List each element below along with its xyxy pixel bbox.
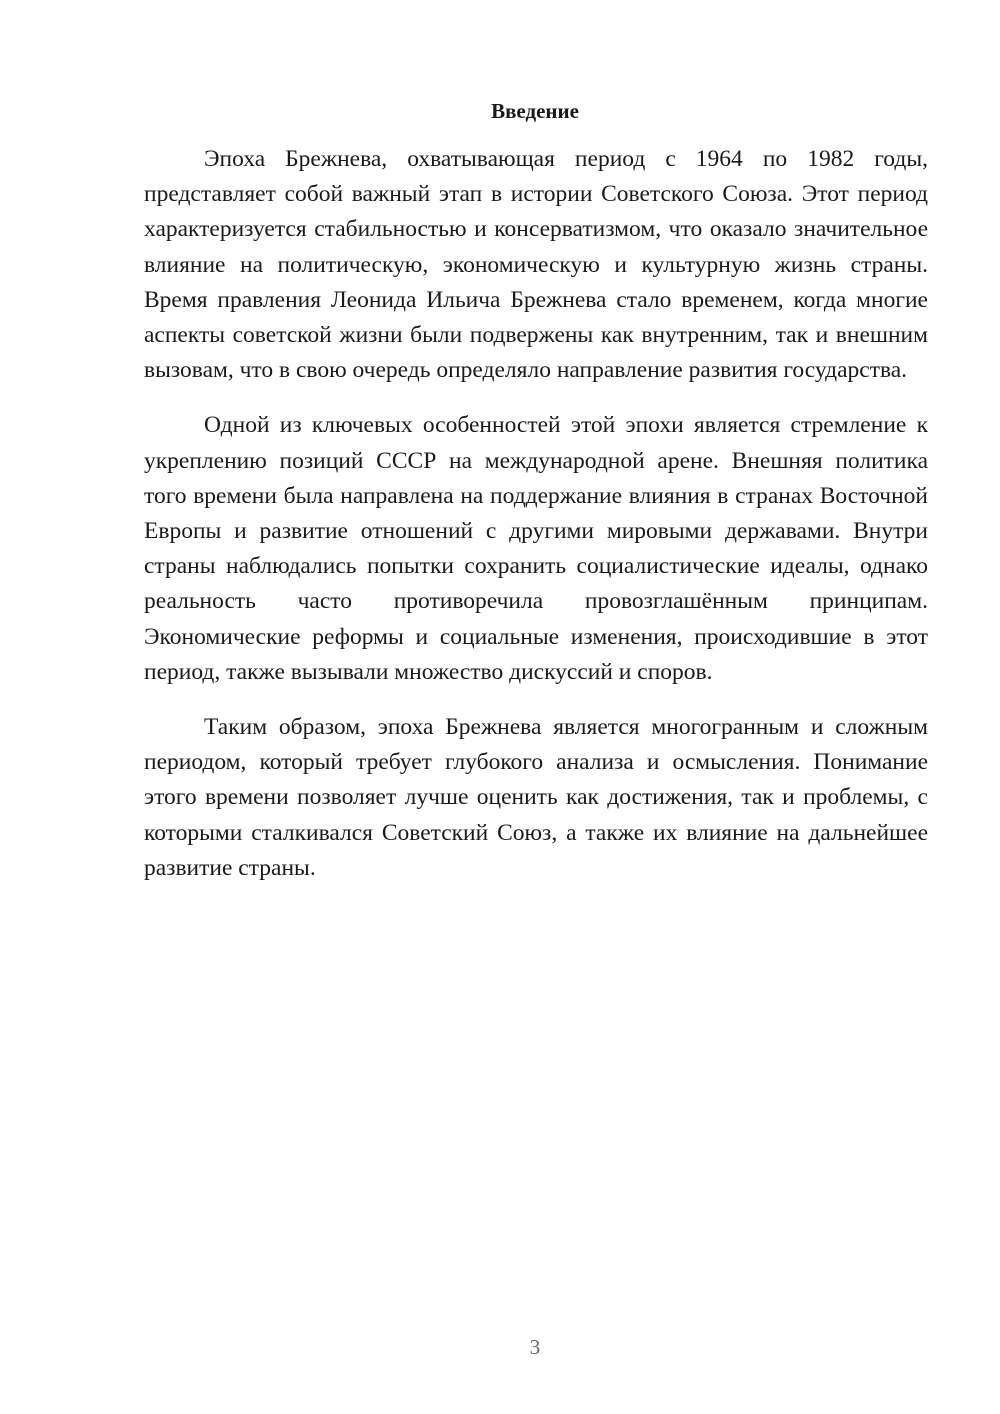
body-text [144, 142, 928, 906]
paragraph-2: Одной из ключевых особенностей этой эпохи является стремление к укреплению позиций СССР на международной арене. Внешняя политика того времени была направлена на поддержание влияния в странах Восточной Европы и развитие отношений с другими мировыми державами. Внутри страны наблюдались попытки сохранить социалистические идеалы, однако реальность часто противоречила провозглашённым принципам. Экономические реформы и социальные изменения, происходившие в этот период, также вызывали множество дискуссий и споров. [144, 412, 928, 685]
section-heading: Введение [491, 99, 579, 123]
paragraph-1: Эпоха Брежнева, охватывающая период с 1964 по 1982 годы, представляет собой важный этап в истории Советского Союза. Этот период характеризуется стабильностью и консерватизмом, что оказало значительное влияние на политическую, экономическую и культурную жизнь страны. Время правления Леонида Ильича Брежнева стало временем, когда многие аспекты советской жизни были подвержены как внутренним, так и внешним вызовам, что в свою очередь определяло направление развития государства. [144, 146, 928, 384]
page-number: 3 [529, 1335, 541, 1359]
paragraph-3: Таким образом, эпоха Брежнева является многогранным и сложным периодом, который требует глубокого анализа и осмысления. Понимание этого времени позволяет лучше оценить как достижения, так и проблемы, с которыми сталкивался Советский Союз, а также их влияние на дальнейшее развитие страны. [144, 714, 928, 881]
